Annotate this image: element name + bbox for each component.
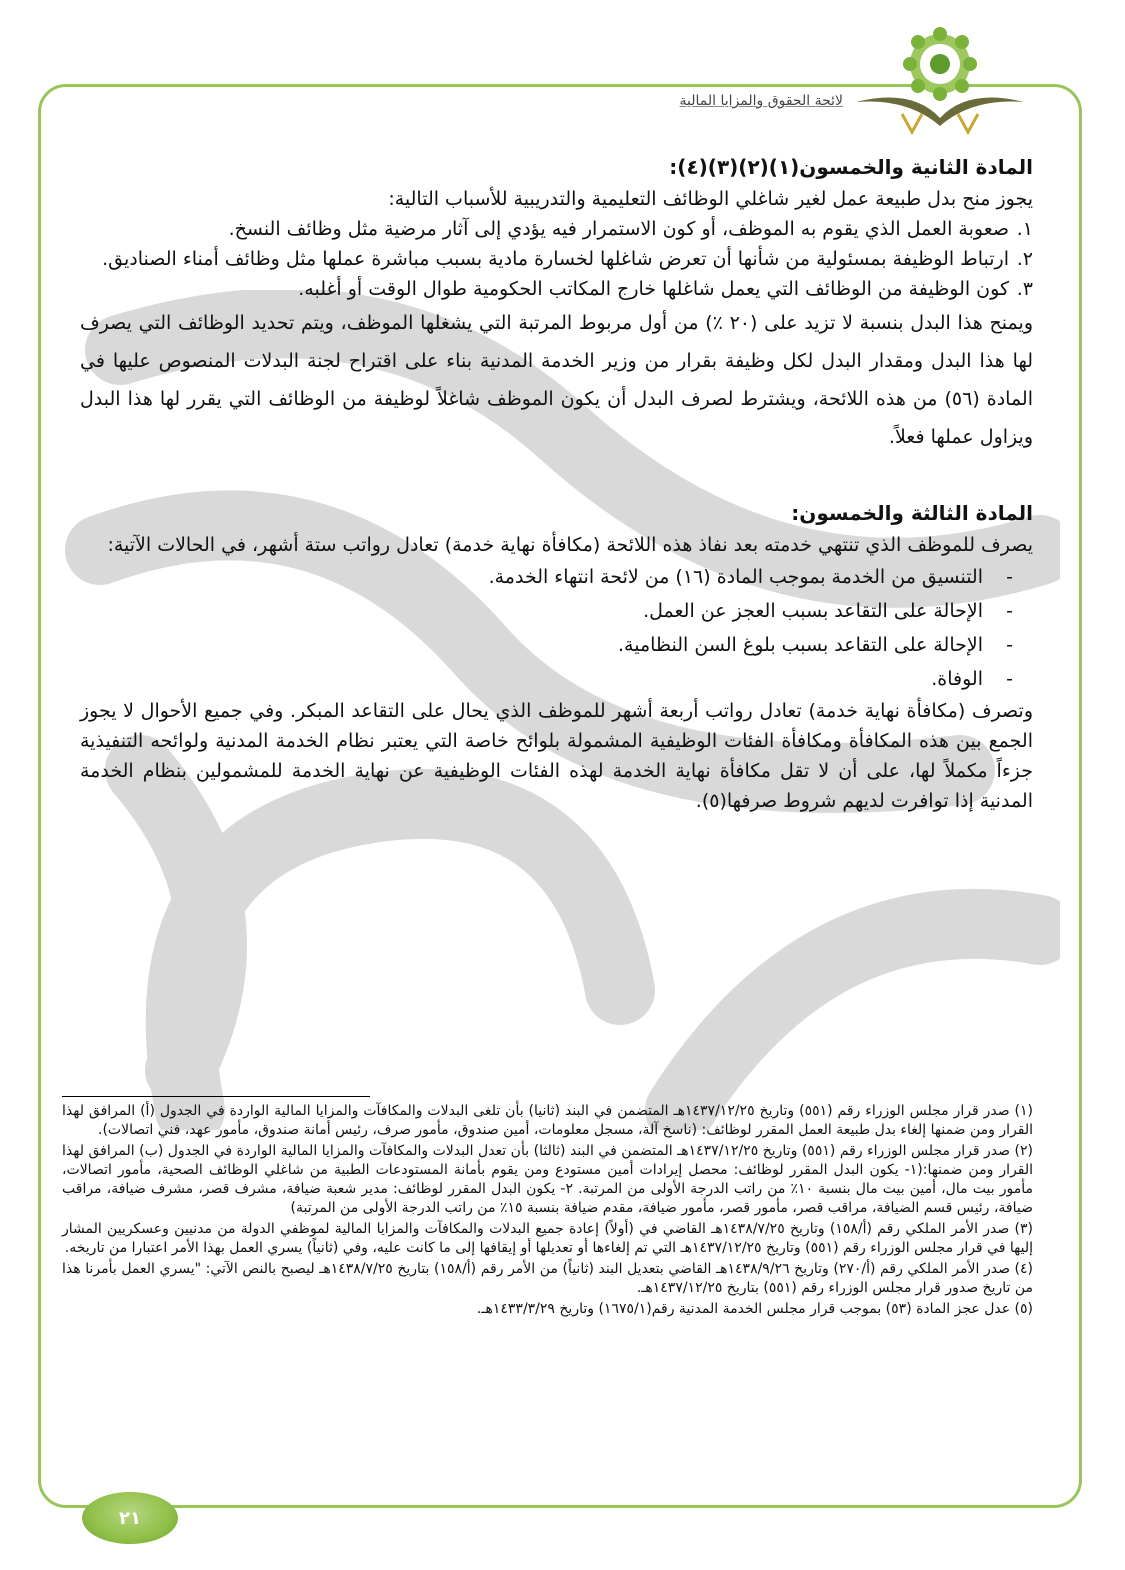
footnote-3: (٣) صدر الأمر الملكي رقم (أ/١٥٨) وتاريخ ١٤٣٨/٧/٢٥هـ القاضي في (أولاً) إعادة جميع البدلات والمكافآت والمزايا المالية لموظفي الدولة من مدنيين وعسكريين المشار إليها في قرار مجلس الوزراء رقم (٥٥١) وتاريخ ١٤٣٧/١٢/٢٥هـ التي تم إلغاءها أو تعديلها أو إيقافها إلى ما كانت عليه، وفي (ثانياً) يسري العمل بهذا الأمر اعتبارا من تاريخه. [62,1221,1034,1256]
footnote-2: (٢) صدر قرار مجلس الوزراء رقم (٥٥١) وتاريخ ١٤٣٧/١٢/٢٥هـ المتضمن في البند (ثالثا) بأن تعدل البدلات والمكافآت والمزايا المالية الواردة في الجدول (ب) المرافق لهذا القرار ومن ضمنها:(١- يكون البدل المقرر لوظائف: محصل إيرادات أمين مستودع ومن يقوم بأمانة المستودعات الطبية من شاغلي الوظائف الصحية، مأمور اتصالات، مأمور بيت مال، أمين بيت مال بنسبة ١٠٪ من راتب الدرجة الأولى من المرتبة. ٢- يكون البدل المقرر لوظائف: مدير شعبة ضيافة، مشرف قصر، مشرف ضيافة، مراقب ضيافة، رئيس قسم الضيافة، مراقب قصر، مأمور قصر، مأمور ضيافة، مقدم ضيافة بنسبة ١٥٪ من راتب الدرجة الأولى من المرتبة) [62,1143,1033,1216]
list-item-text: الوفاة. [931,668,983,690]
list-item: - التنسيق من الخدمة بموجب المادة (١٦) من لائحة انتهاء الخدمة. [80,560,1013,594]
list-item: - الإحالة على التقاعد بسبب العجز عن العمل. [80,594,1013,628]
header-title: لائحة الحقوق والمزايا المالية [679,93,843,109]
footnote-4: (٤) صدر الأمر الملكي رقم (أ/٢٧٠) وتاريخ ١٤٣٨/٩/٢٦هـ القاضي بتعديل البند (ثانياً) من الأمر رقم (أ/١٥٨) بتاريخ ١٤٣٨/٧/٢٥هـ ليصبح بالنص الآتي: "يسري العمل بأمرنا هذا من تاريخ صدور قرار مجلس الوزراء رقم (٥٥١) بتاريخ ١٤٣٧/١٢/٢٥هـ. [62,1261,1033,1296]
article-53-cases-list [80,560,1013,696]
article-53-closing: وتصرف (مكافأة نهاية خدمة) تعادل رواتب أربعة أشهر للموظف الذي يحال على التقاعد المبكر. وفي جميع الأحوال لا يجوز الجمع بين هذه المكافأة ومكافأة الفئات الوظيفية المشمولة بلوائح خاصة التي يعتبر نظام الخدمة المدنية ولوائحه التنفيذية جزءاً مكملاً لها، على أن لا تقل مكافأة نهاية الخدمة لهذه الفئات الوظيفية عن نهاية الخدمة للمشمولين بنظام الخدمة المدنية إذا توافرت لديهم شروط صرفها(٥). [80,700,1033,812]
list-item: - الوفاة. [80,662,1013,696]
article-53-intro: يصرف للموظف الذي تنتهي خدمته بعد نفاذ هذه اللائحة (مكافأة نهاية خدمة) تعادل رواتب ستة أشهر، في الحالات الآتية: [107,534,1033,556]
list-item-text: كون الوظيفة من الوظائف التي يعمل شاغلها خارج المكاتب الحكومية طوال الوقت أو أغلبه. [298,278,1009,300]
list-item-text: الإحالة على التقاعد بسبب العجز عن العمل. [643,600,983,622]
list-item-text: الإحالة على التقاعد بسبب بلوغ السن النظامية. [618,634,983,656]
main-content [80,150,1033,816]
list-item [80,244,1033,274]
page-number: ٢١ [119,1507,141,1529]
list-item-text: صعوبة العمل الذي يقوم به الموظف، أو كون الاستمرار فيه يؤدي إلى آثار مرضية مثل وظائف النسخ. [228,218,1009,240]
list-item [80,214,1033,244]
article-52-intro: يجوز منح بدل طبيعة عمل لغير شاغلي الوظائف التعليمية والتدريبية للأسباب التالية: [388,188,1033,210]
footnote-separator [62,1096,370,1097]
article-53-title: المادة الثالثة والخمسون: [791,501,1033,525]
organization-logo [852,22,1028,142]
article-52-title: المادة الثانية والخمسون(١)(٢)(٣)(٤): [669,155,1033,179]
list-item: - الإحالة على التقاعد بسبب بلوغ السن النظامية. [80,628,1013,662]
list-item-number: ١. [1016,218,1033,240]
footnotes [62,1102,1033,1321]
list-item-text: التنسيق من الخدمة بموجب المادة (١٦) من لائحة انتهاء الخدمة. [488,566,983,588]
article-52-closing: ويمنح هذا البدل بنسبة لا تزيد على (٢٠ ٪) من أول مربوط المرتبة التي يشغلها الموظف، ويتم تحديد الوظائف التي يصرف لها هذا البدل ومقدار البدل لكل وظيفة بقرار من وزير الخدمة المدنية بناء على اقتراح لجنة البدلات المنصوص عليها في المادة (٥٦) من هذه اللائحة، ويشترط لصرف البدل أن يكون الموظف شاغلاً لوظيفة من الوظائف التي يقرر لها هذا البدل ويزاول عملها فعلاً. [80,312,1033,448]
list-item [80,274,1033,304]
list-item-number: ٢. [1016,248,1033,270]
footnote-1: (١) صدر قرار مجلس الوزراء رقم (٥٥١) وتاريخ ١٤٣٧/١٢/٢٥هـ المتضمن في البند (ثانيا) بأن تلغى البدلات والمكافآت والمزايا المالية الواردة في الجدول (أ) المرافق لهذا القرار ومن ضمنها إلغاء بدل طبيعة العمل المقرر لوظائف: (ناسخ آلة، مسجل معلومات، أمين صندوق، مأمور صرف، رئيس أمانة صندوق، مأمور عهد، فني اتصالات). [62,1103,1033,1138]
list-item-number: ٣. [1016,278,1033,300]
list-item-text: ارتباط الوظيفة بمسئولية من شأنها أن تعرض شاغلها لخسارة مادية بسبب مباشرة عملها مثل وظائف أمناء الصناديق. [102,248,1009,270]
page-number-badge [82,1492,178,1544]
footnote-5: (٥) عدل عجز المادة (٥٣) بموجب قرار مجلس الخدمة المدنية رقم(١٦٧٥/١) وتاريخ ١٤٣٣/٣/٢٩هـ. [476,1301,1033,1317]
article-52-reasons-list [80,214,1033,304]
